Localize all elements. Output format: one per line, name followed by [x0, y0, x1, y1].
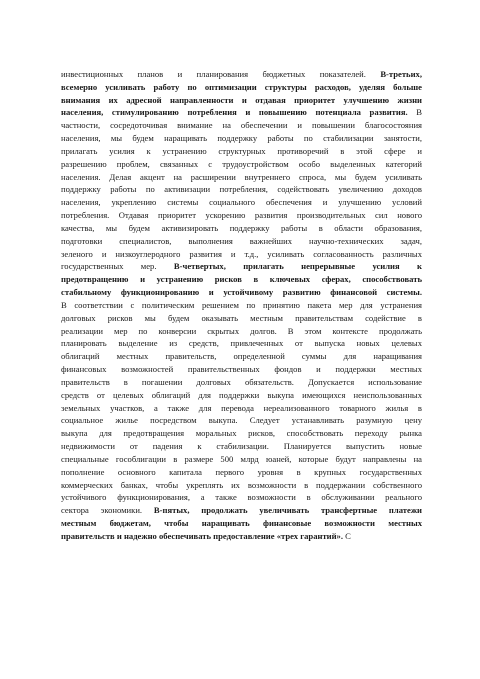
text-line: [61, 106, 422, 119]
text-line: [61, 466, 422, 479]
text-line: [61, 453, 422, 466]
text-line: [61, 94, 422, 107]
text-segment: облигаций местных правительств, определенной суммы для наращивания: [61, 351, 422, 362]
text-line: [61, 222, 422, 235]
text-segment: средств от целевых облигаций для поддержки выкупа имеющихся неиспользованных: [61, 389, 422, 400]
text-line: [61, 479, 422, 492]
text-segment: пополнение основного капитала первого уровня в крупных государственных: [61, 466, 422, 477]
bold-text-segment: всемерно усиливать работу по оптимизации структуры расходов, уделяя больше: [61, 81, 422, 92]
text-line: [61, 81, 422, 94]
text-segment: правительств в погашении долговых обязательств. Допускается использование: [61, 376, 422, 387]
text-segment: потребления. Отдавая приоритет ускорению развития производительных сил нового: [61, 210, 422, 221]
text-segment: планировать выделение из средств, привлеченных от выпуска новых целевых: [61, 338, 422, 349]
text-segment: устойчивого функционирования, а также возможности в обслуживании реального: [61, 492, 422, 503]
text-segment: социальное жилье посредством выкупа. Следует устанавливать разумную цену: [61, 415, 422, 426]
text-line: [61, 158, 422, 171]
bold-text-segment: населения, стимулированию потребления и повышению потенциала развития.: [61, 107, 408, 118]
bold-text-segment: местным бюджетам, чтобы наращивать финансовые возможности местных: [61, 517, 422, 528]
text-segment: выкупа для предотвращения моральных рисков, способствовать переходу рынка: [61, 428, 422, 439]
bold-text-segment: В-третьих,: [380, 69, 422, 79]
text-segment: поддержку работы по активизации потребления, содействовать увеличению доходов: [61, 184, 422, 195]
text-line: [61, 363, 422, 376]
text-segment: В соответствии с политическим решением по принятию пакета мер для устранения: [61, 299, 422, 310]
text-segment: С: [343, 530, 351, 541]
text-segment: разрешению проблем, связанных с трудоустройством особо выделенных категорий: [61, 158, 422, 169]
text-line: [61, 196, 422, 209]
text-line: [61, 260, 422, 273]
text-segment: государственных мер.: [61, 261, 174, 272]
text-line: [61, 132, 422, 145]
text-line: [61, 402, 422, 415]
bold-text-segment: стабильному функционированию и устойчивому развитию финансовой системы.: [61, 287, 422, 298]
text-line: [61, 183, 422, 196]
bold-text-segment: В-пятых, продолжать увеличивать трансфертные платежи: [153, 505, 422, 516]
text-line: [61, 414, 422, 427]
text-segment: реализации мер по конверсии скрытых долгов. В этом контексте продолжать: [61, 325, 422, 336]
bold-text-segment: правительств и надежно обеспечивать предоставление «трех гарантий».: [61, 530, 344, 541]
text-line: [61, 530, 422, 543]
text-line: [61, 389, 422, 402]
text-segment: качества, мы будем активизировать поддержку работы в области образования,: [61, 222, 422, 233]
bold-text-segment: В-четвертых, прилагать непрерывные усилия к: [173, 261, 422, 272]
text-line: [61, 235, 422, 248]
text-line: [61, 119, 422, 132]
text-line: [61, 517, 422, 530]
text-line: [61, 68, 422, 81]
text-line: [61, 504, 422, 517]
text-line: [61, 299, 422, 312]
text-segment: В: [407, 107, 422, 118]
text-segment: населения, укреплению системы социального обеспечения и улучшению условий: [61, 197, 422, 208]
text-line: [61, 325, 422, 338]
body-text: [61, 68, 422, 543]
text-line: [61, 350, 422, 363]
text-segment: частности, сосредоточивая внимание на обеспечении и повышении благосостояния: [61, 120, 422, 131]
text-segment: финансовых возможностей правительственных фондов и поддержки местных: [61, 364, 422, 375]
bold-text-segment: предотвращению и устранению рисков в ключевых сферах, способствовать: [61, 274, 422, 285]
text-segment: инвестиционных планов и планирования бюджетных показателей.: [61, 69, 381, 79]
text-line: [61, 171, 422, 184]
text-line: [61, 427, 422, 440]
text-line: [61, 209, 422, 222]
text-segment: долговых рисков мы будем оказывать местным правительствам содействие в: [61, 312, 422, 323]
text-segment: населения. Делая акцент на расширении внутреннего спроса, мы будем усиливать: [61, 171, 422, 182]
text-line: [61, 248, 422, 261]
text-segment: прилагать усилия к устранению структурных противоречий в этой сфере и: [61, 145, 422, 156]
text-segment: подготовки специалистов, выполнения важнейших научно-технических задач,: [61, 235, 422, 246]
text-line: [61, 491, 422, 504]
text-segment: недвижимости от падения к стабилизации. Планируется выпустить новые: [61, 441, 422, 452]
text-segment: сектора экономики.: [61, 505, 154, 516]
text-segment: коммерческих банках, чтобы укреплять их возможности в поддержании собственного: [61, 479, 422, 490]
text-line: [61, 145, 422, 158]
text-segment: специальные гособлигации в размере 500 млрд юаней, которые будут направлены на: [61, 453, 422, 464]
text-line: [61, 286, 422, 299]
bold-text-segment: внимания их адресной направленности и отдавая приоритет улучшению жизни: [61, 94, 422, 105]
text-line: [61, 312, 422, 325]
text-line: [61, 337, 422, 350]
text-line: [61, 440, 422, 453]
text-segment: населения, мы будем наращивать поддержку работы по стабилизации занятости,: [61, 133, 422, 144]
text-segment: земельных участков, а также для перевода нереализованного товарного жилья в: [61, 402, 422, 413]
text-line: [61, 376, 422, 389]
text-line: [61, 273, 422, 286]
text-segment: зеленого и низкоуглеродного развития и т.д., усиливать согласованность различных: [61, 248, 422, 259]
